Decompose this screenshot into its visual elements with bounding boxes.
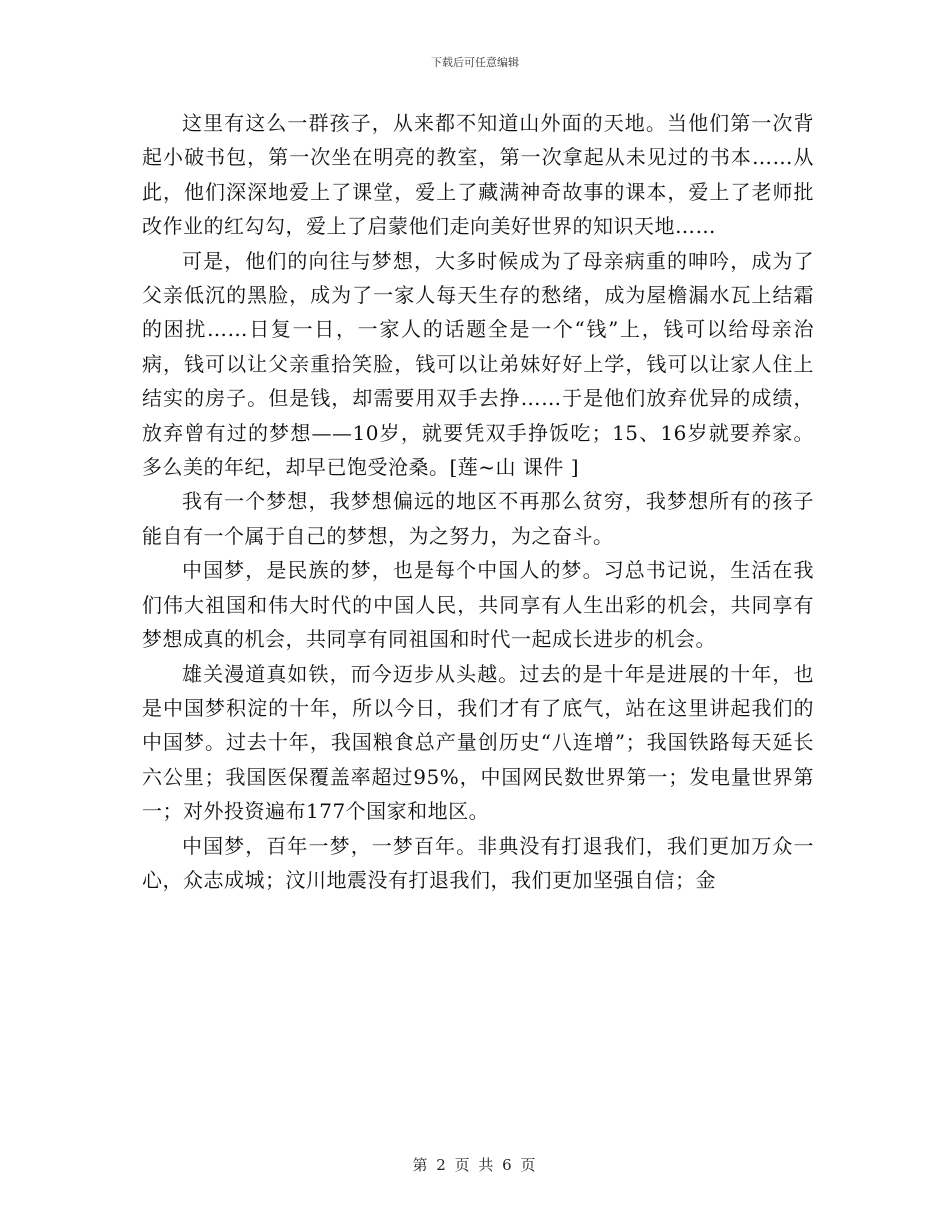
paragraph-3: 我有一个梦想，我梦想偏远的地区不再那么贫穷，我梦想所有的孩子能自有一个属于自己的梦想，为之努力，为之奋斗。 bbox=[142, 489, 814, 548]
footer-middle: 页 共 bbox=[454, 1156, 496, 1174]
footer-prefix: 第 bbox=[412, 1156, 430, 1174]
footer-total-pages: 6 bbox=[502, 1156, 514, 1174]
paragraph-6: 中国梦，百年一梦，一梦百年。非典没有打退我们，我们更加万众一心，众志成城；汶川地震没有打退我们，我们更加坚强自信；金 bbox=[142, 833, 814, 892]
page-header: 下载后可任意编辑 bbox=[431, 56, 519, 69]
document-body bbox=[142, 106, 814, 897]
page-footer bbox=[0, 1154, 950, 1175]
paragraph-1: 这里有这么一群孩子，从来都不知道山外面的天地。当他们第一次背起小破书包，第一次坐在明亮的教室，第一次拿起从未见过的书本……从此，他们深深地爱上了课堂，爱上了藏满神奇故事的课本，爱上了老师批改作业的红勾勾，爱上了启蒙他们走向美好世界的知识天地…… bbox=[142, 111, 814, 239]
footer-current-page: 2 bbox=[436, 1156, 448, 1174]
footer-suffix: 页 bbox=[520, 1156, 538, 1174]
paragraph-5: 雄关漫道真如铁，而今迈步从头越。过去的是十年是进展的十年，也是中国梦积淀的十年，所以今日，我们才有了底气，站在这里讲起我们的中国梦。过去十年，我国粮食总产量创历史“八连增”；我国铁路每天延长六公里；我国医保覆盖率超过95%，中国网民数世界第一；发电量世界第一；对外投资遍布177个国家和地区。 bbox=[142, 661, 814, 824]
paragraph-2: 可是，他们的向往与梦想，大多时候成为了母亲病重的呻吟，成为了父亲低沉的黑脸，成为了一家人每天生存的愁绪，成为屋檐漏水瓦上结霜的困扰……日复一日，一家人的话题全是一个“钱”上，钱可以给母亲治病，钱可以让父亲重拾笑脸，钱可以让弟妹好好上学，钱可以让家人住上结实的房子。但是钱，却需要用双手去挣……于是他们放弃优异的成绩，放弃曾有过的梦想——10岁，就要凭双手挣饭吃；15、16岁就要养家。多么美的年纪，却早已饱受沧桑。[莲~山 课件 ] bbox=[142, 248, 814, 480]
paragraph-4: 中国梦，是民族的梦，也是每个中国人的梦。习总书记说，生活在我们伟大祖国和伟大时代的中国人民，共同享有人生出彩的机会，共同享有梦想成真的机会，共同享有同祖国和时代一起成长进步的机会。 bbox=[142, 558, 814, 652]
